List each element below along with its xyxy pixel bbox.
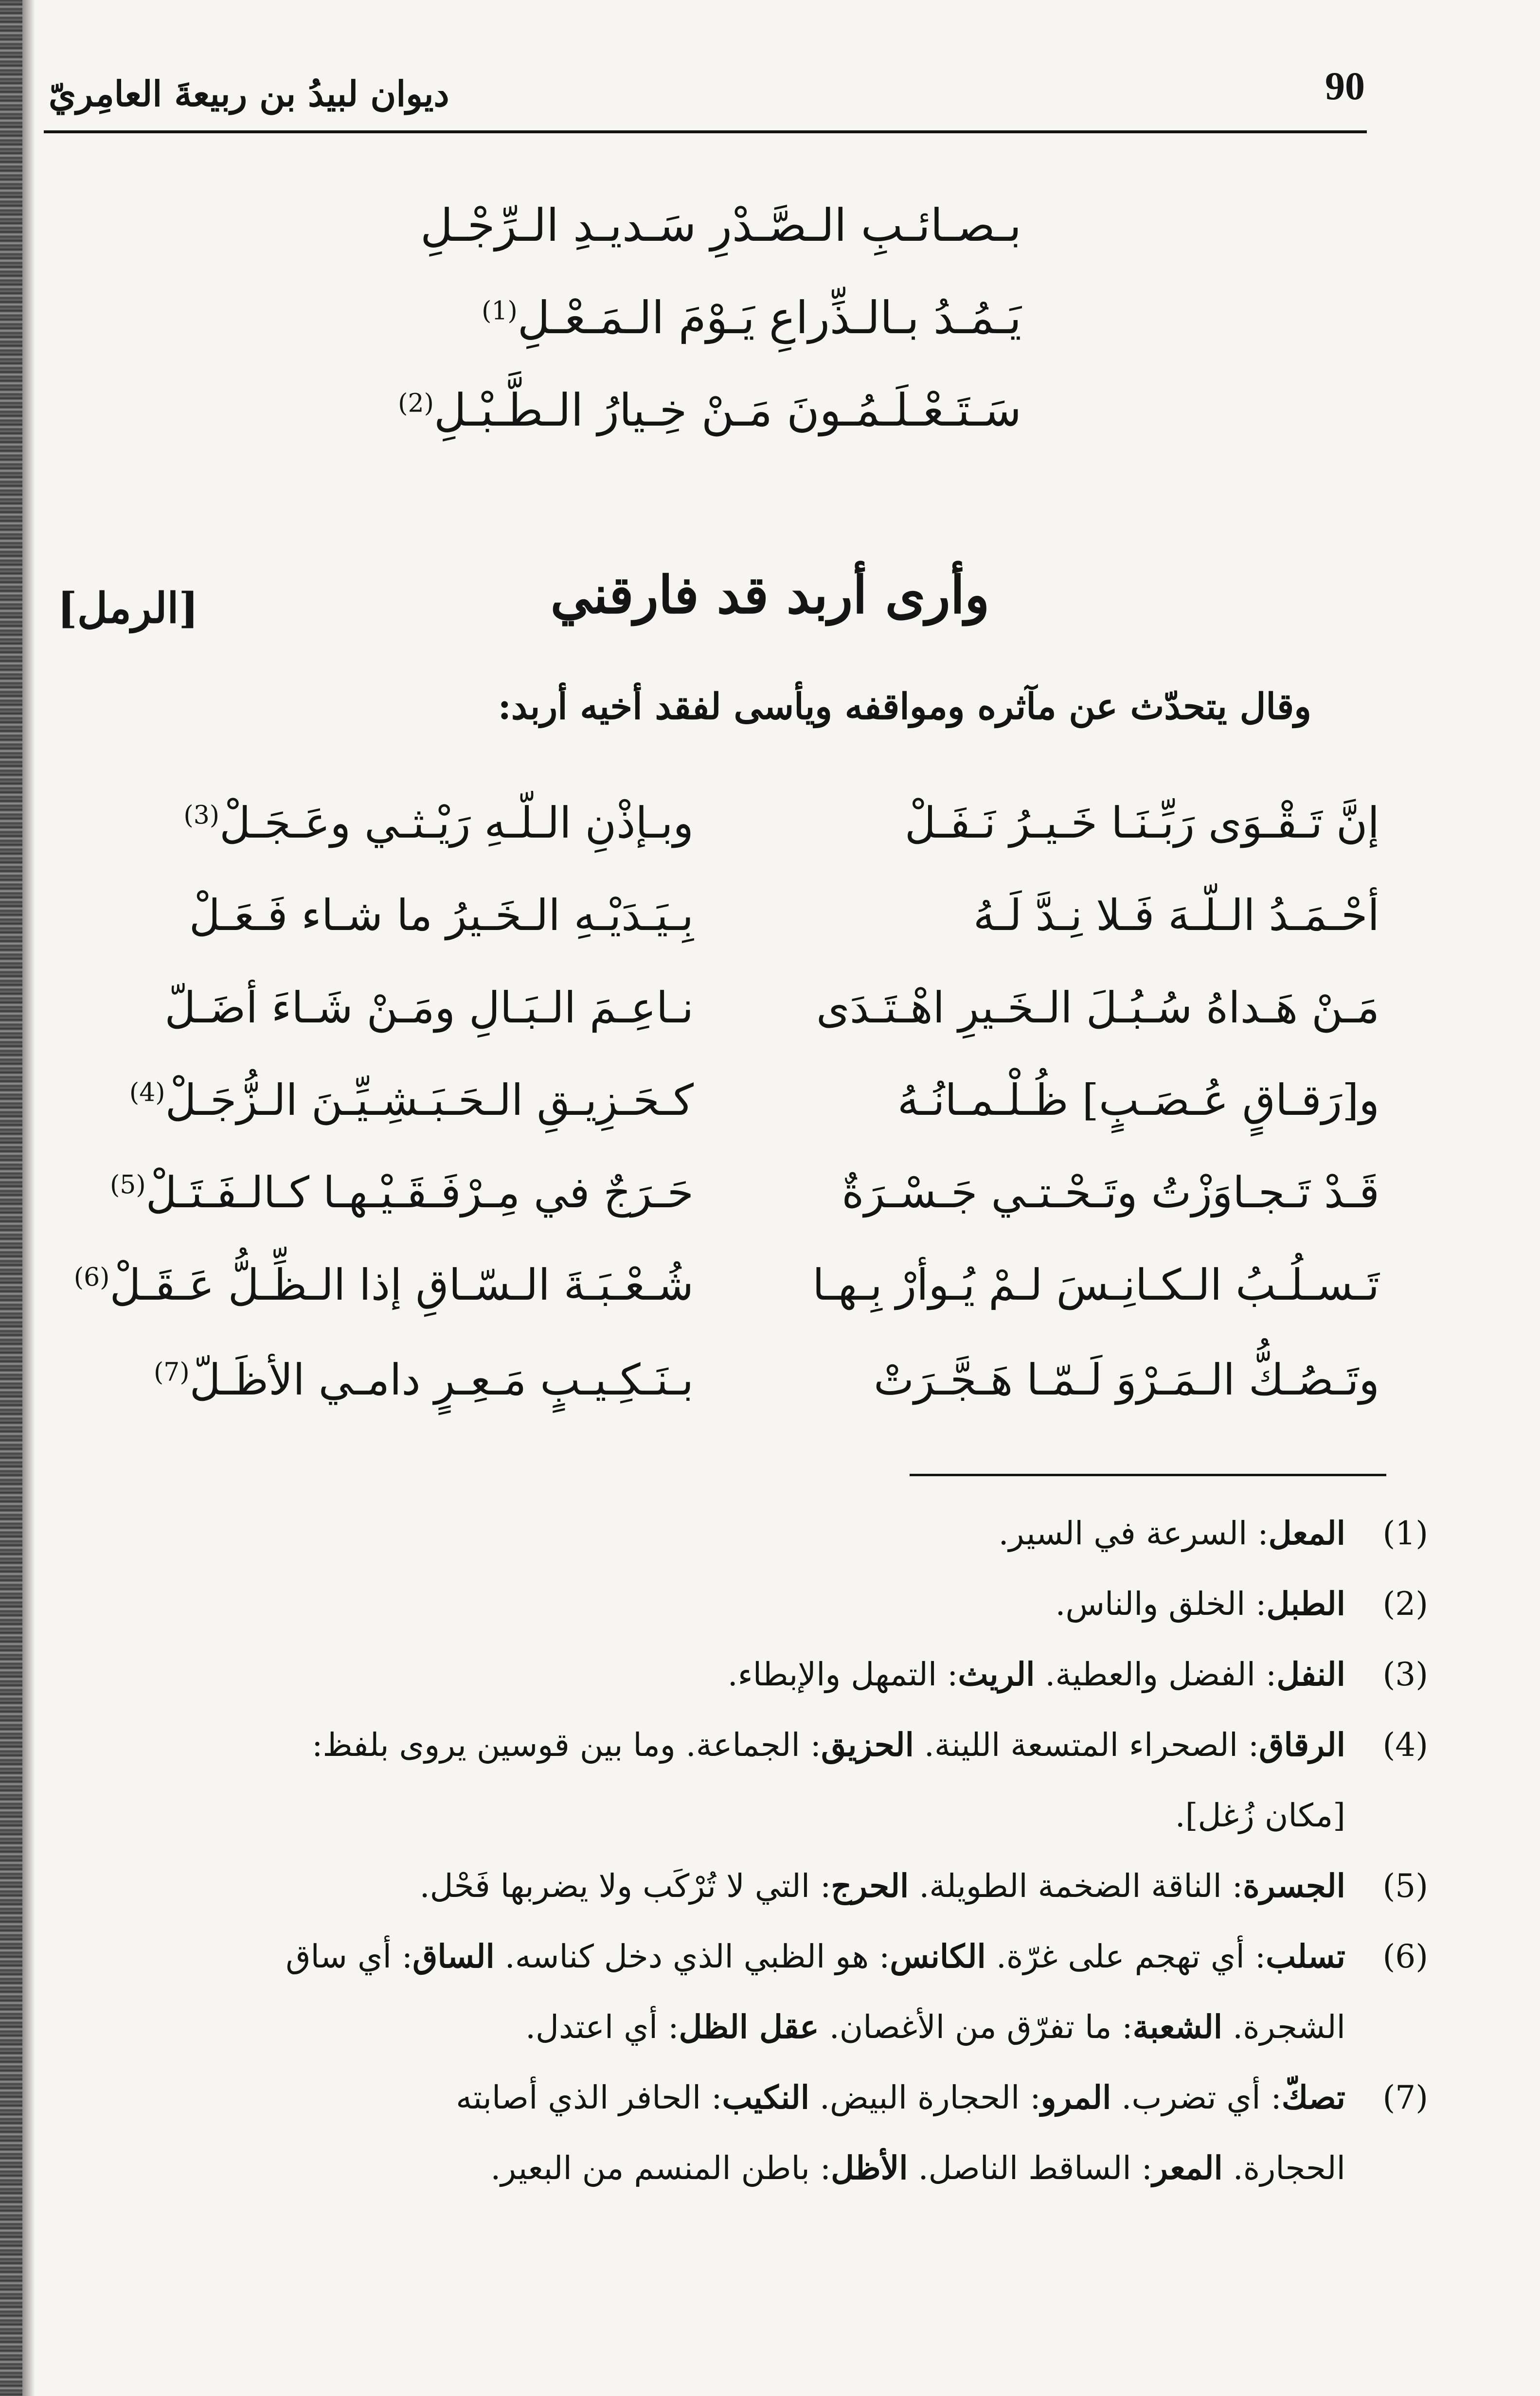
glossary-definition: : باطن المنسم من البعير. (490, 2149, 831, 2187)
footnote-line (0, 1710, 1428, 1780)
footnote-line (0, 1498, 1428, 1569)
verse-text: نـاعِـمَ الـبَـالِ ومَـنْ شَـاءَ أضَـلّ (164, 983, 694, 1033)
glossary-definition: : هو الظبي الذي دخل كناسه. (494, 1938, 890, 1975)
verse-text: حَـرَجٌ في مِـرْفَـقَـيْـهـا كـالـفَـتَـلْ (145, 1167, 694, 1217)
glossary-term: الساق (412, 1937, 495, 1975)
verse-second-hemistich (47, 1167, 694, 1217)
footnote-number: (5) (1382, 1867, 1428, 1905)
footnote-number: (1) (1382, 1515, 1428, 1552)
footnote-marker: (1) (482, 296, 518, 326)
glossary-definition: : أي تضرب. (1111, 2079, 1282, 2116)
verse-first-hemistich: تَـسـلُـبُ الـكـانِـسَ لـمْ يُـوأرْ بِـهـا (812, 1260, 1379, 1310)
footnote-line (0, 1639, 1428, 1710)
verse-text: بِـيَـدَيْـهِ الـخَـيرُ ما شـاء فَـعَـلْ (189, 890, 694, 940)
verse-second-hemistich (47, 890, 694, 940)
footnote-number: (6) (1382, 1938, 1428, 1975)
footnote (0, 1851, 1428, 1921)
footnote-text (999, 1498, 1345, 1569)
glossary-term: المعل (1268, 1514, 1345, 1552)
glossary-definition: الشجرة. (1222, 2008, 1345, 2046)
glossary-definition: : الصحراء المتسعة اللينة. (913, 1726, 1259, 1764)
glossary-term: النكيب (722, 2078, 810, 2116)
verse-first-hemistich: قَـدْ تَـجـاوَزْتُ وتَـحْـتـي جَـسْـرَةٌ (842, 1167, 1379, 1217)
glossary-term: الحزيق (821, 1726, 914, 1764)
glossary-definition: : الناقة الضخمة الطويلة. (909, 1867, 1243, 1905)
footnote-text (490, 2133, 1345, 2203)
glossary-definition: الحجارة. (1222, 2149, 1345, 2187)
running-title: ديوان لبيدُ بن ربيعةَ العامِريّ (49, 73, 449, 114)
footnote-line (0, 2062, 1428, 2133)
footnote (0, 2062, 1428, 2203)
verse-text: بـنَـكِـيـبٍ مَـعِـرٍ دامـي الأظَـلّ (189, 1355, 694, 1405)
previous-verse (370, 199, 1021, 251)
footnote-line (0, 1851, 1428, 1921)
footnote-marker: (5) (109, 1170, 146, 1200)
footnote-number: (7) (1382, 2079, 1428, 2116)
footnote (0, 1921, 1428, 2062)
glossary-definition: : السرعة في السير. (998, 1515, 1269, 1552)
glossary-term: الطبل (1266, 1585, 1345, 1623)
footnote-rule (910, 1474, 1386, 1476)
glossary-term: الجسرة (1243, 1867, 1345, 1905)
glossary-definition: : الجماعة. وما بين قوسين يروى بلفظ: (312, 1726, 822, 1764)
glossary-term: الأظل (831, 2149, 908, 2187)
verse-second-hemistich (47, 1260, 694, 1310)
verse-first-hemistich: مَـنْ هَـداهُ سُـبُـلَ الـخَـيرِ اهْـتَـدَى (816, 983, 1379, 1033)
footnote-marker: (7) (153, 1358, 190, 1387)
verse-second-hemistich (47, 798, 694, 848)
footnote-marker: (6) (73, 1263, 110, 1292)
footnote (0, 1710, 1428, 1851)
glossary-term: المعر (1152, 2149, 1223, 2187)
glossary-term: الرقاق (1259, 1726, 1345, 1764)
footnote-text (312, 1710, 1345, 1780)
footnote (0, 1569, 1428, 1639)
glossary-term: الريث (958, 1655, 1035, 1693)
footnote-text (286, 1921, 1345, 1992)
previous-verse-text: يَـمُـدُ بـالـذِّراعِ يَـوْمَ الـمَـعْـلِ (517, 292, 1021, 344)
verse-first-hemistich: وتَـصُـكُّ الـمَـرْوَ لَـمّـا هَـجَّـرَتْ (874, 1355, 1379, 1405)
footnote-text (456, 2062, 1345, 2133)
footnote (0, 1639, 1428, 1710)
header-rule (44, 130, 1367, 133)
glossary-definition: : التمهل والإبطاء. (727, 1656, 958, 1693)
footnote-number: (3) (1382, 1656, 1428, 1693)
glossary-definition: : الحافر الذي أصابته (456, 2079, 722, 2116)
footnote-text (420, 1851, 1345, 1921)
verse-text: وبـإذْنِ الـلّـهِ رَيْـثـي وعَـجَـلْ (219, 798, 694, 848)
glossary-definition: [مكان زُغل]. (1175, 1797, 1345, 1834)
glossary-definition: : التي لا تُرْكَب ولا يضربها فَحْل. (419, 1867, 831, 1905)
footnote-line (0, 1992, 1428, 2062)
footnote-text (1175, 1780, 1345, 1851)
glossary-term: تصكّ (1281, 2078, 1345, 2116)
footnote (0, 1498, 1428, 1569)
footnote-marker: (4) (129, 1078, 165, 1108)
footnote-marker: (3) (183, 801, 220, 830)
footnote-text (525, 1992, 1345, 2062)
verse-first-hemistich: أحْـمَـدُ الـلّـهَ فَـلا نِـدَّ لَـهُ (973, 890, 1379, 940)
verse-second-hemistich (47, 983, 694, 1033)
footnote-number: (4) (1382, 1726, 1428, 1764)
verse-text: شُـعْـبَـةَ الـسّـاقِ إذا الـظِّـلُّ عَـقَـلْ (109, 1260, 694, 1310)
footnote-line (0, 1921, 1428, 1992)
footnote-line (0, 1780, 1428, 1851)
previous-verse-text: بـصـائـبِ الـصَّـدْرِ سَـديـدِ الـرِّجْـلِ (420, 199, 1021, 251)
footnote-marker: (2) (398, 389, 434, 418)
verse-first-hemistich: إنَّ تَـقْـوَى رَبِّـنَـا خَـيـرُ نَـفَـلْ (904, 798, 1379, 848)
glossary-term: المرو (1040, 2078, 1111, 2116)
footnote-text (1055, 1569, 1345, 1639)
glossary-definition: : أي ساق (286, 1938, 413, 1975)
glossary-term: الكانس (890, 1937, 986, 1975)
footnote-number: (2) (1382, 1585, 1428, 1623)
glossary-definition: : أي تهجم على غرّة. (985, 1938, 1266, 1975)
previous-verse-text: سَـتَـعْـلَـمُـونَ مَـنْ خِـيارُ الـطَّـبْـلِ (433, 384, 1021, 436)
glossary-term: تسلب (1266, 1937, 1345, 1975)
glossary-term: عقل الظل (679, 2008, 819, 2046)
meter-label: [الرمل] (57, 584, 199, 633)
verse-text: كـحَـزِيـقِ الـحَـبَـشِـيِّـنَ الـزُّجَـلْ (165, 1075, 694, 1125)
verse-first-hemistich: و[رَقـاقٍ عُـصَـبٍ] ظُـلْـمـانُـهُ (897, 1075, 1379, 1125)
previous-verse (370, 384, 1021, 436)
footnote-line (0, 2133, 1428, 2203)
poem-intro: وقال يتحدّث عن مآثره ومواقفه ويأسى لفقد أخيه أربد: (498, 686, 1311, 728)
poem-title: وأرى أربد قد فارقني (550, 564, 990, 625)
glossary-definition: : الحجارة البيض. (809, 2079, 1041, 2116)
glossary-definition: : الفضل والعطية. (1035, 1656, 1277, 1693)
glossary-definition: : الساقط الناصل. (908, 2149, 1152, 2187)
glossary-definition: : ما تفرّق من الأغصان. (819, 2008, 1133, 2046)
footnote-line (0, 1569, 1428, 1639)
page-number: 90 (1325, 64, 1365, 108)
glossary-definition: : الخلق والناس. (1055, 1585, 1267, 1623)
glossary-definition: : أي اعتدل. (525, 2008, 679, 2046)
glossary-term: النفل (1276, 1655, 1345, 1693)
verse-second-hemistich (47, 1355, 694, 1405)
footnote-text (728, 1639, 1345, 1710)
verse-second-hemistich (47, 1075, 694, 1125)
glossary-term: الحرج (831, 1867, 909, 1905)
glossary-term: الشعبة (1132, 2008, 1223, 2046)
previous-verse (370, 292, 1021, 344)
